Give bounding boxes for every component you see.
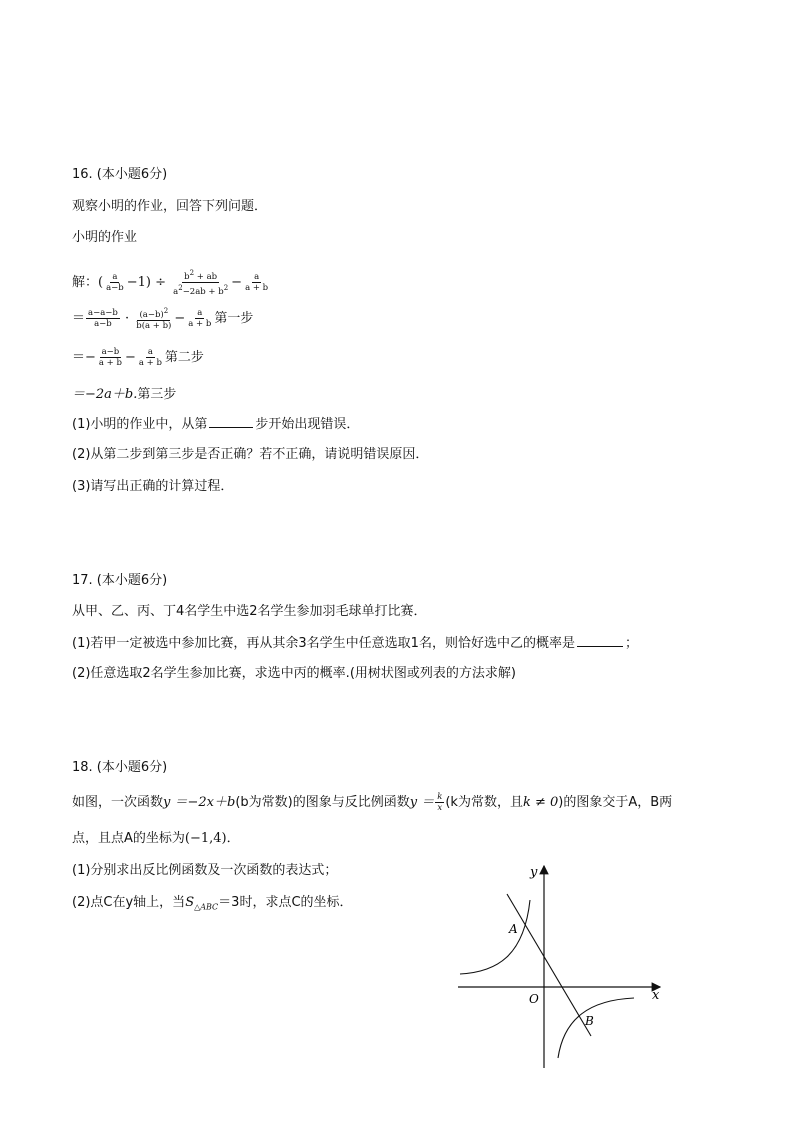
step2-formula: ＝− $\frac{a-b}{a + b}$ − $\frac{a}{a + b}$ [72, 347, 162, 368]
q18-line1-c: (b为常数)的图象与反比例函数 [235, 795, 410, 810]
q18-line1 [72, 792, 672, 813]
q16-part1 [72, 415, 359, 434]
answer-blank[interactable] [577, 634, 623, 647]
step1-label: 第一步 [214, 310, 254, 326]
function-graph-figure [452, 858, 672, 1073]
q16-step1-line [72, 306, 253, 331]
q18-linear-function: y ＝−2x＋b [163, 795, 236, 810]
solution-label: 解： [72, 274, 99, 290]
hyperbola-branch-upper [460, 900, 530, 974]
q17-part2: (2)任意选取2名学生参加比赛，求选中丙的概率.(用树状图或列表的方法求解) [72, 666, 516, 681]
hyperbola-branch-lower [558, 998, 634, 1058]
q18-part2 [72, 894, 353, 917]
q18-line2-c: ． [226, 831, 240, 846]
q16-step2-line [72, 347, 204, 368]
q16-header: 16. (本小题6分) [72, 167, 168, 182]
q18-s-subscript: △ABC [194, 902, 219, 912]
q16-solution-line [72, 268, 271, 297]
q18-line2 [72, 830, 240, 848]
q18-point-a-coords: (−1,4) [184, 831, 227, 846]
linear-function-line [507, 894, 591, 1036]
answer-blank[interactable] [209, 415, 253, 428]
q17-part1 [72, 634, 638, 653]
q16-intro: 观察小明的作业，回答下列问题． [72, 199, 268, 214]
q16-step3-line [72, 386, 176, 404]
q18-part2-c: ＝3时，求点C的坐标． [218, 895, 353, 910]
formula-main: ( $\frac{a}{a-b}$ −1) ÷ $\frac{b^2 + ab}{a^2-2ab + b^2}$ − $\frac{a}{a + b}$ [98, 269, 269, 297]
q18-header: 18. (本小题6分) [72, 760, 168, 775]
q18-s-symbol: S [185, 895, 195, 910]
q18-part2-a: (2)点C在y轴上，当 [72, 895, 186, 910]
q16-part1-text-b: 步开始出现错误． [255, 417, 360, 432]
q16-homework-title: 小明的作业 [72, 230, 138, 245]
q18-k-nonzero: k ≠ 0 [522, 795, 559, 810]
step3-formula: ＝−2a＋b. [72, 387, 138, 402]
q17-intro: 从甲、乙、丙、丁4名学生中选2名学生参加羽毛球单打比赛． [72, 604, 427, 619]
x-axis-label: x [652, 988, 660, 1003]
step1-formula: ＝ $\frac{a-a-b}{a-b}$ · $\frac{(a-b)^2}{b(a + b)}$ − $\frac{a}{a + b}$ [72, 307, 212, 331]
q17-header: 17. (本小题6分) [72, 573, 168, 588]
q16-part1-text-a: (1)小明的作业中，从第 [72, 417, 208, 432]
q18-line2-a: 点，且点A的坐标为 [72, 831, 185, 846]
step2-label: 第二步 [164, 350, 204, 365]
q17-part1-text-b: ； [624, 636, 638, 651]
step3-label: 第三步 [137, 387, 177, 402]
q18-line1-e: (k为常数，且 [445, 795, 523, 810]
origin-label: O [529, 992, 539, 1006]
q18-y-equals: y ＝ [409, 795, 435, 810]
q16-part2: (2)从第二步到第三步是否正确？若不正确，请说明错误原因． [72, 447, 429, 462]
y-axis-label: y [530, 865, 538, 880]
point-b-label: B [585, 1014, 594, 1028]
point-a-label: A [509, 922, 518, 936]
q16-part3: (3)请写出正确的计算过程． [72, 479, 234, 494]
k-over-x: $\frac{k}{x}$ [437, 792, 443, 813]
q18-part1: (1)分别求出反比例函数及一次函数的表达式； [72, 863, 338, 878]
q18-line1-g: )的图象交于A，B两 [558, 795, 673, 810]
q18-line1-a: 如图，一次函数 [72, 795, 164, 810]
q17-part1-text-a: (1)若甲一定被选中参加比赛，再从其余3名学生中任意选取1名，则恰好选中乙的概率是 [72, 636, 575, 651]
